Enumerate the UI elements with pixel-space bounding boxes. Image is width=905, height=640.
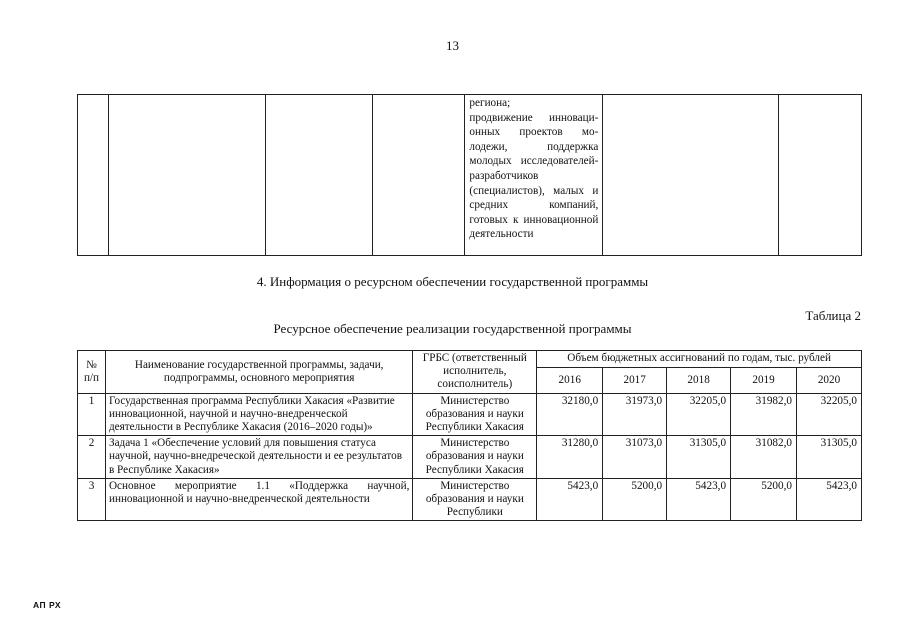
footer-mark: АП РХ (33, 600, 62, 610)
header-year: 2019 (731, 367, 797, 393)
row-grbs: Министерство образования и науки Республики Хакасия (413, 393, 537, 436)
row-value: 31082,0 (731, 436, 797, 479)
row-value: 32180,0 (537, 393, 603, 436)
continuation-table (77, 94, 862, 256)
row-value: 31305,0 (797, 436, 862, 479)
row-value: 31982,0 (731, 393, 797, 436)
table-row (78, 436, 862, 479)
row-grbs: Министерство образования и науки Республики Хакасия (413, 436, 537, 479)
header-budget: Объем бюджетных ассигнований по годам, тыс. рублей (537, 351, 862, 368)
row-name: Государственная программа Республики Хакасия «Развитие инновационной, научной и научно-внедренческой деятельности в Республике Хакасия (2016–2020 годы)» (105, 393, 412, 436)
table-caption: Ресурсное обеспечение реализации государственной программы (273, 321, 632, 336)
header-year: 2018 (667, 367, 731, 393)
header-name: Наименование государственной программы, задачи, подпрограммы, основного мероприятия (105, 351, 412, 394)
continuation-cell (779, 95, 862, 256)
header-year: 2017 (603, 367, 667, 393)
section-heading: 4. Информация о ресурсном обеспечении государственной программы (256, 274, 649, 289)
resource-table (77, 350, 862, 521)
row-name: Задача 1 «Обеспечение условий для повышения статуса научной, научно-внедрeческой деятельности и ее результатов в Республике Хакасия» (105, 436, 412, 479)
continuation-line: продвижение инновационных проектов молодежи, поддержка молодых исследователей-разработчиков (специалистов), малых и средних компаний, готовых к инновационной деятельности (469, 111, 599, 241)
row-name: Основное мероприятие 1.1 «Поддержка научной, инновационной и научно-внедренческой деятельности (105, 478, 412, 521)
row-value: 5423,0 (797, 478, 862, 521)
row-value: 5423,0 (667, 478, 731, 521)
continuation-cell (108, 95, 265, 256)
table-row (78, 393, 862, 436)
continuation-cell (265, 95, 372, 256)
table-label: Таблица 2 (805, 308, 861, 323)
header-num: № п/п (78, 351, 106, 394)
continuation-line: региона; (469, 97, 511, 109)
header-year: 2016 (537, 367, 603, 393)
continuation-cell (78, 95, 109, 256)
continuation-cell (372, 95, 465, 256)
row-value: 32205,0 (667, 393, 731, 436)
row-num: 1 (78, 393, 106, 436)
row-value: 5423,0 (537, 478, 603, 521)
page-number: 13 (446, 38, 459, 53)
row-grbs: Министерство образования и науки Республики (413, 478, 537, 521)
row-value: 31073,0 (603, 436, 667, 479)
row-value: 31305,0 (667, 436, 731, 479)
row-num: 3 (78, 478, 106, 521)
row-value: 31973,0 (603, 393, 667, 436)
row-value: 5200,0 (731, 478, 797, 521)
continuation-cell (603, 95, 779, 256)
header-grbs: ГРБС (ответственный исполнитель, соисполнитель) (413, 351, 537, 394)
row-value: 5200,0 (603, 478, 667, 521)
row-value: 32205,0 (797, 393, 862, 436)
row-value: 31280,0 (537, 436, 603, 479)
table-row (78, 478, 862, 521)
header-year: 2020 (797, 367, 862, 393)
row-num: 2 (78, 436, 106, 479)
continuation-text-cell (465, 95, 603, 256)
